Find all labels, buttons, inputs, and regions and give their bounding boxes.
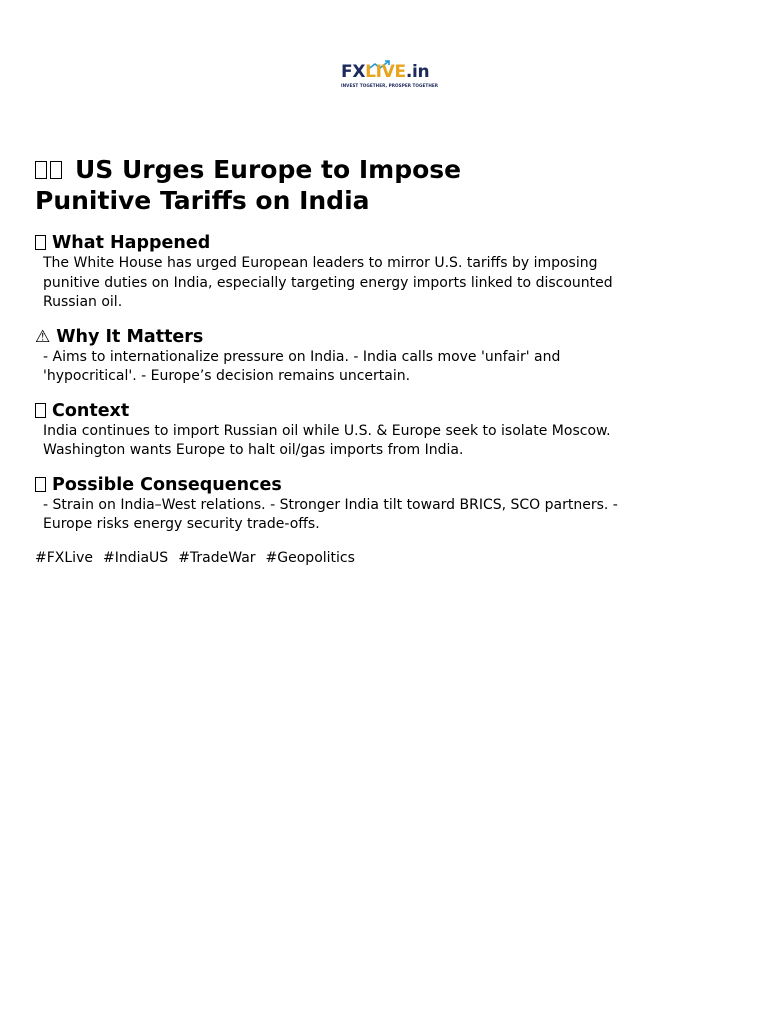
logo-tagline: INVEST TOGETHER, PROSPER TOGETHER [341, 83, 439, 88]
section-body: India continues to import Russian oil while U.S. & Europe seek to isolate Moscow. Washington wants Europe to halt oil/gas imports from India. [43, 422, 611, 458]
chart-icon [35, 477, 46, 492]
newspaper-icon [35, 235, 46, 250]
section-body: - Strain on India–West relations. - Stronger India tilt toward BRICS, SCO partners. - Europe risks energy security trade-offs. [43, 496, 618, 532]
logo-wordmark: FXLIVE.in [341, 62, 430, 82]
article [35, 154, 675, 568]
section-body: - Aims to internationalize pressure on India. - India calls move 'unfair' and 'hypocritical'. - Europe’s decision remains uncertain. [43, 348, 561, 384]
globe-icon [35, 403, 46, 418]
article-title [35, 154, 505, 216]
warning-icon: ⚠ [35, 326, 51, 347]
hashtags [35, 549, 675, 568]
hashtag[interactable]: #Geopolitics [265, 549, 355, 566]
section-context [35, 400, 675, 461]
section-what-happened [35, 232, 675, 313]
section-why-it-matters [35, 326, 675, 387]
hashtag[interactable]: #IndiaUS [102, 549, 169, 566]
section-possible-consequences [35, 474, 675, 535]
section-heading: Context [35, 400, 675, 422]
section-heading: Possible Consequences [35, 474, 675, 496]
article-title-text: US Urges Europe to Impose Punitive Tariffs on India [35, 155, 462, 215]
flag-icon [35, 154, 69, 185]
hashtag[interactable]: #FXLive [35, 549, 93, 566]
fxlive-logo [341, 62, 439, 92]
section-body: The White House has urged European leaders to mirror U.S. tariffs by imposing punitive duties on India, especially targeting energy imports linked to discounted Russian oil. [43, 255, 613, 310]
hashtag[interactable]: #TradeWar [178, 549, 256, 566]
section-heading: What Happened [35, 232, 675, 254]
section-heading: ⚠ Why It Matters [35, 326, 204, 347]
